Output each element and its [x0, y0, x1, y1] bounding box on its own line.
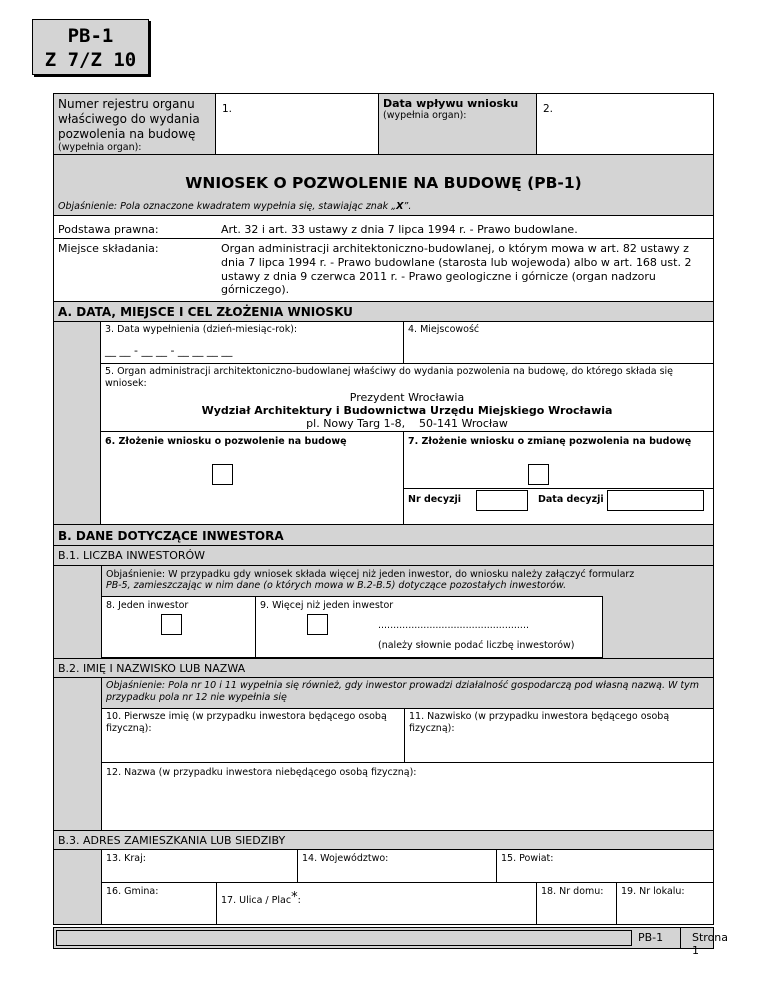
b2-margin — [54, 678, 101, 830]
footer-inner-box — [56, 930, 632, 946]
basis-text: Art. 32 i art. 33 ustawy z dnia 7 lipca 1994 r. - Prawo budowlane. — [221, 223, 578, 236]
decision-row-divider — [404, 488, 713, 489]
field17-cell[interactable] — [217, 883, 537, 924]
place-text: Organ administracji architektoniczno-budowlanej, o którym mowa w art. 82 ustawy z dnia 7 lipca 1994 r. - Prawo budowlane (starosta lub wojewoda) albo w art. 168 ust. 2 ustawy z dnia 9 czerwca 2011 r. - Prawo geologiczne i górnicze (organ nadzoru górniczego). — [221, 242, 692, 297]
place-label: Miejsce składania: — [58, 242, 159, 255]
asterisk-icon: * — [291, 890, 298, 905]
field4-cell[interactable] — [404, 322, 713, 364]
decision-date-input[interactable] — [607, 490, 704, 511]
field15-cell[interactable] — [497, 850, 713, 883]
authority-line1: Prezydent Wrocławia — [349, 390, 465, 404]
decision-no-input[interactable] — [476, 490, 528, 511]
explanation-suffix: ”. — [403, 201, 412, 212]
b3-margin — [54, 850, 101, 924]
field3-cell[interactable] — [101, 322, 404, 364]
field9-label: 9. Więcej niż jeden inwestor — [260, 600, 394, 611]
decision-no-label: Nr decyzji — [408, 494, 462, 505]
field8-label: 8. Jeden inwestor — [106, 600, 189, 611]
field6-label: 6. Złożenie wniosku o pozwolenie na budowę — [105, 436, 347, 447]
field14-label: 14. Województwo: — [302, 853, 389, 864]
field11-cell[interactable] — [404, 708, 713, 763]
field2-number: 2. — [543, 103, 554, 115]
b2-note-cell — [101, 678, 713, 708]
explanation-note — [58, 201, 411, 212]
footer-form-code: PB-1 — [638, 931, 664, 944]
field16-label: 16. Gmina: — [106, 886, 159, 897]
receipt-label: Data wpływu wniosku — [383, 97, 519, 110]
section-a-margin — [54, 322, 101, 524]
field19-cell[interactable] — [617, 883, 713, 924]
field6-cell — [101, 432, 404, 524]
explanation-mark: X — [396, 201, 404, 212]
field13-cell[interactable] — [101, 850, 298, 883]
field9-checkbox[interactable] — [307, 614, 328, 635]
field9-dots[interactable]: .................................................. — [378, 620, 529, 631]
divider — [54, 238, 713, 239]
b1-note-cell — [101, 566, 713, 596]
receipt-label-cell — [379, 94, 537, 154]
b2-header: B.2. IMIĘ I NAZWISKO LUB NAZWA — [54, 658, 713, 678]
field8-checkbox[interactable] — [161, 614, 182, 635]
explanation-prefix: Objaśnienie: Pola oznaczone kwadratem wypełnia się, stawiając znak „ — [58, 201, 397, 212]
badge-line2: Z 7/Z 10 — [44, 49, 137, 71]
field7-checkbox[interactable] — [528, 464, 549, 485]
field5-label: 5. Organ administracji architektoniczno-budowlanej właściwy do wydania pozwolenia na budowę, do którego składa się wniosek: — [105, 366, 674, 389]
page-footer — [53, 927, 729, 957]
authority-line3: pl. Nowy Targ 1-8, 50-141 Wrocław — [306, 416, 508, 430]
receipt-note: (wypełnia organ): — [383, 110, 467, 121]
field7-label: 7. Złożenie wniosku o zmianę pozwolenia na budowę — [408, 436, 692, 447]
field1-number: 1. — [222, 103, 233, 115]
b1-header: B.1. LICZBA INWESTORÓW — [54, 546, 713, 566]
date-placeholder: __ __ - __ __ - __ __ __ __ — [105, 344, 233, 357]
b1-margin — [54, 566, 101, 658]
section-a-header: A. DATA, MIEJSCE I CEL ZŁOŻENIA WNIOSKU — [54, 301, 713, 322]
title-block — [54, 154, 713, 216]
field15-label: 15. Powiat: — [501, 853, 554, 864]
field10-label: 10. Pierwsze imię (w przypadku inwestora będącego osobą fizyczną): — [106, 711, 387, 734]
field19-label: 19. Nr lokalu: — [621, 886, 685, 897]
page-title: WNIOSEK O POZWOLENIE NA BUDOWĘ (PB-1) — [185, 174, 582, 192]
badge-line1: PB-1 — [67, 25, 114, 47]
b1-right-fill — [603, 596, 713, 658]
basis-label: Podstawa prawna: — [58, 223, 159, 236]
section-b-header: B. DANE DOTYCZĄCE INWESTORA — [54, 524, 713, 546]
field17-colon: : — [297, 895, 301, 906]
registry-label: Numer rejestru organu właściwego do wydania pozwolenia na budowę — [58, 97, 200, 141]
b3-header: B.3. ADRES ZAMIESZKANIA LUB SIEDZIBY — [54, 830, 713, 850]
receipt-field[interactable] — [537, 94, 713, 154]
field14-cell[interactable] — [298, 850, 497, 883]
field18-cell[interactable] — [537, 883, 617, 924]
field17-text: 17. Ulica / Plac — [221, 895, 292, 906]
field11-label: 11. Nazwisko (w przypadku inwestora będącego osobą fizyczną): — [409, 711, 670, 734]
field3-label: 3. Data wypełnienia (dzień-miesiąc-rok): — [105, 324, 298, 335]
field12-cell[interactable] — [101, 763, 713, 830]
footer-divider — [680, 928, 681, 948]
field12-label: 12. Nazwa (w przypadku inwestora niebędącego osobą fizyczną): — [106, 767, 417, 778]
form-badge — [32, 19, 149, 75]
b1-note-italic: PB-5, zamieszczając w nim dane (o których mowa w B.2-B.5) dotyczące pozostałych inwestorów. — [106, 580, 567, 591]
field4-label: 4. Miejscowość — [408, 324, 480, 335]
b1-note-plain: Objaśnienie: W przypadku gdy wniosek składa więcej niż jeden inwestor, do wniosku należy załączyć formularz — [106, 569, 635, 580]
field16-cell[interactable] — [101, 883, 217, 924]
field9-hint: (należy słownie podać liczbę inwestorów) — [378, 640, 575, 651]
field6-checkbox[interactable] — [212, 464, 233, 485]
field18-label: 18. Nr domu: — [541, 886, 604, 897]
registry-note: (wypełnia organ): — [58, 142, 142, 153]
field17-label — [221, 890, 532, 906]
registry-label-cell — [54, 94, 216, 154]
decision-date-label: Data decyzji — [538, 494, 604, 505]
field13-label: 13. Kraj: — [106, 853, 146, 864]
field10-cell[interactable] — [101, 708, 404, 763]
footer-page-number: Strona 1 — [692, 931, 729, 957]
field5-cell — [101, 364, 713, 432]
authority-line2: Wydział Architektury i Budownictwa Urzędu Miejskiego Wrocławia — [201, 403, 613, 417]
registry-field[interactable] — [216, 94, 379, 154]
b2-note: Objaśnienie: Pola nr 10 i 11 wypełnia się również, gdy inwestor prowadzi działalność gospodarczą pod własną nazwą. W tym przypadku pola nr 12 nie wypełnia się — [106, 680, 699, 703]
